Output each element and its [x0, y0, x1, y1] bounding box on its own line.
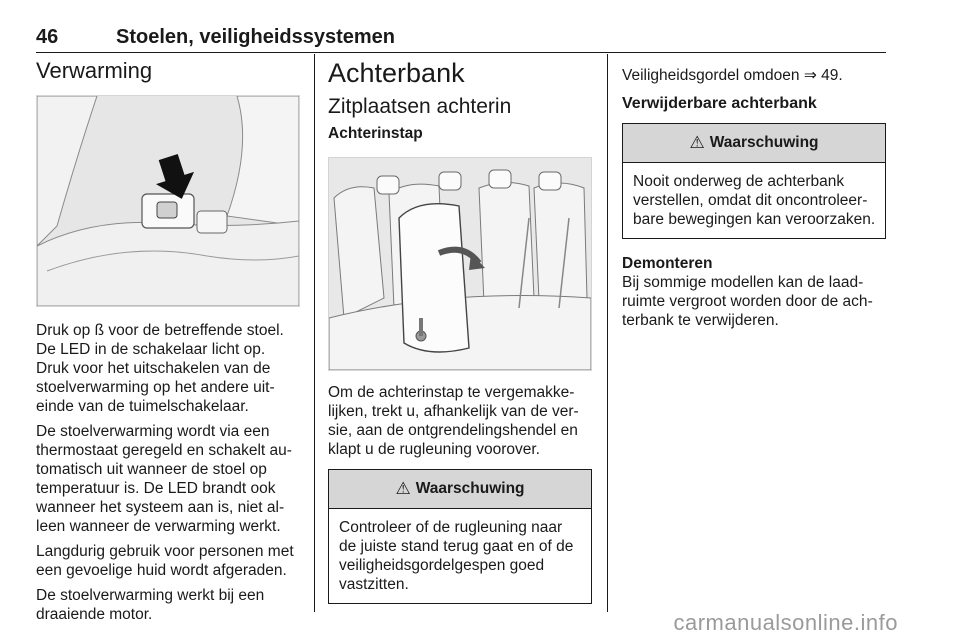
subsection-title: Verwijderbare achterbank	[622, 95, 817, 112]
paragraph: Om de achterinstap te vergemakkelijken, trekt u, afhankelijk van de versie, aan de ontgrendelingshendel en klapt u de rugleuning voorover.	[328, 384, 579, 458]
subsection-heading: Zitplaatsen achterin	[328, 95, 512, 118]
column-removable-seat	[622, 58, 886, 336]
paragraph: Langdurig gebruik voor personen met een gevoelige huid wordt afgeraden.	[36, 543, 294, 579]
warning-header	[623, 124, 885, 163]
section-heading-rear-seat: Achterbank	[328, 58, 465, 88]
page-header	[36, 24, 886, 53]
subsection-title: Achterinstap	[328, 125, 423, 142]
seat-heating-illustration	[36, 95, 300, 307]
warning-text: Nooit onderweg de achterbank verstellen, omdat dit oncontroleerbare bewegingen kan veroorzaken.	[633, 173, 876, 228]
section-heading-heating: Verwarming	[36, 58, 153, 83]
paragraph: Bij sommige modellen kan de laadruimte vergroot worden door de achterbank te verwijderen.	[622, 274, 873, 329]
warning-box	[622, 123, 886, 239]
paragraph: Druk op ß voor de betreffende stoel. De LED in de schakelaar licht op. Druk voor het uitschakelen van de stoelverwarming op het andere uiteinde van de tuimelschakelaar.	[36, 322, 284, 415]
page-number: 46	[36, 26, 59, 48]
paragraph: Veiligheidsgordel omdoen ⇒ 49.	[622, 67, 843, 84]
watermark: carmanualsonline.info	[673, 610, 898, 635]
warning-title: Waarschuwing	[709, 134, 819, 151]
paragraph: De stoelverwarming werkt bij een draaiende motor.	[36, 587, 265, 623]
warning-text: Controleer of de rugleuning naar de juiste stand terug gaat en of de veiligheidsgordelgespen goed vastzitten.	[339, 519, 574, 593]
page-title: Stoelen, veiligheidssystemen	[116, 26, 395, 48]
column-rear-seat	[328, 58, 592, 604]
warning-box	[328, 469, 592, 604]
column-heating	[36, 58, 300, 630]
column-divider	[314, 54, 315, 612]
warning-triangle-icon: ⚠	[395, 479, 411, 498]
warning-header	[329, 470, 591, 509]
paragraph: De stoelverwarming wordt via een thermostaat geregeld en schakelt automatisch uit wanneer de stoel op temperatuur is. De LED brandt ook wanneer het systeem aan is, niet alleen wanneer de verwarming werkt.	[36, 423, 292, 535]
warning-triangle-icon: ⚠	[689, 133, 705, 152]
subsection-title: Demonteren	[622, 255, 713, 272]
rear-seat-illustration	[328, 157, 592, 371]
warning-title: Waarschuwing	[415, 480, 525, 497]
column-divider	[607, 54, 608, 612]
